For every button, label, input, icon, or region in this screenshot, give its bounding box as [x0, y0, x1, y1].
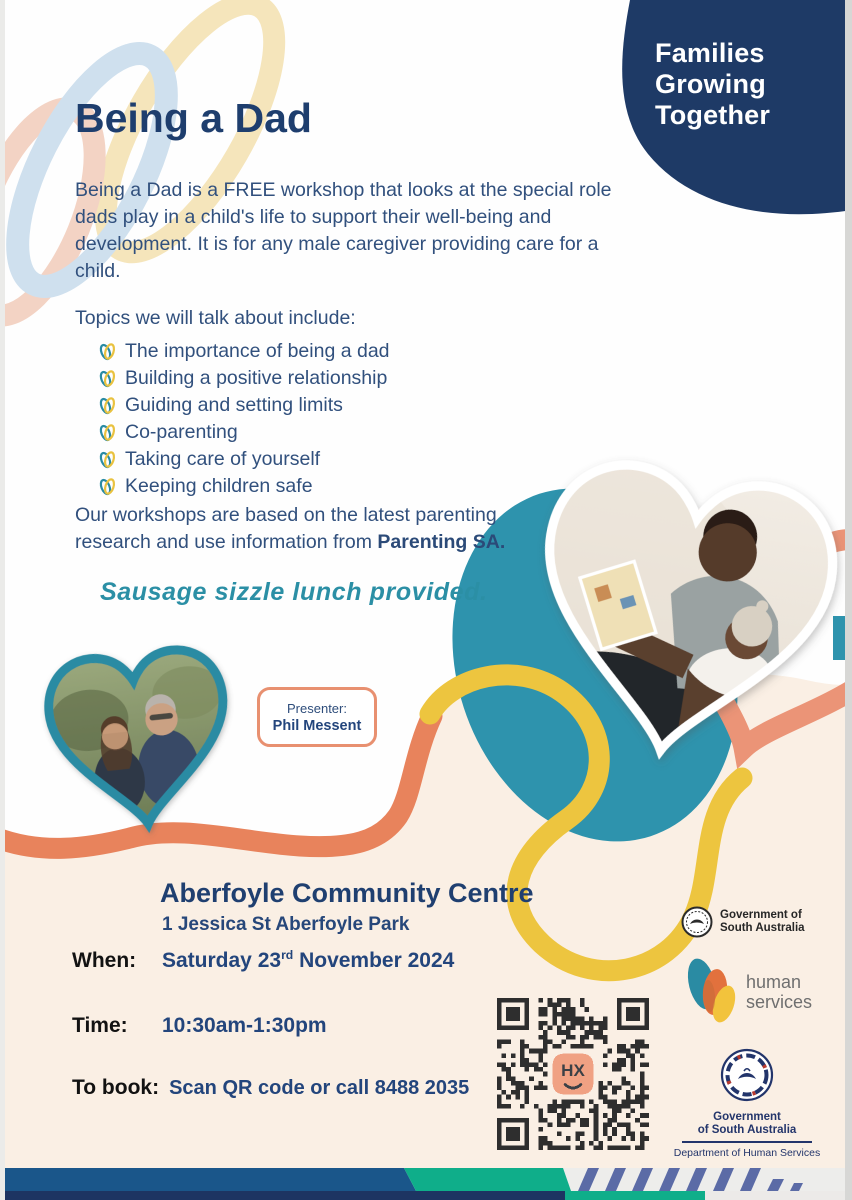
- dept-sa-emblem-icon: [718, 1046, 776, 1106]
- human-services-logo: [682, 946, 812, 1038]
- brand-badge-line: Together: [655, 100, 771, 130]
- loop-bullet-icon: [98, 368, 117, 390]
- topic-text: Co-parenting: [125, 421, 238, 443]
- parenting-sa-bold: Parenting SA.: [377, 531, 506, 553]
- intro-paragraph: Being a Dad is a FREE workshop that looks at the special role dads play in a child's life to support their well-being and development. It is for any male caregiver providing care for a child.: [75, 179, 612, 282]
- lunch-note: Sausage sizzle lunch provided.: [100, 578, 488, 606]
- research-text: Our workshops are based on the latest parenting research and use information from: [75, 504, 497, 553]
- human-services-text-line: human: [746, 972, 802, 992]
- list-item: [98, 419, 390, 446]
- booking-value: Scan QR code or call 8488 2035: [169, 1077, 470, 1099]
- loop-bullet-icon: [98, 341, 117, 363]
- loop-bullet-icon: [98, 422, 117, 444]
- footer-bands: [0, 1168, 852, 1200]
- list-item: [98, 338, 390, 365]
- brand-badge-line: Families: [655, 38, 765, 68]
- research-paragraph: [75, 502, 549, 556]
- list-item: [98, 473, 390, 500]
- topic-text: Keeping children safe: [125, 475, 313, 497]
- brand-badge-line: Growing: [655, 69, 766, 99]
- topics-list: [98, 338, 390, 500]
- time-label: Time:: [72, 1014, 128, 1037]
- dept-divider: [682, 1141, 812, 1143]
- topic-text: Building a positive relationship: [125, 367, 388, 389]
- page-edge-right: [845, 0, 852, 1200]
- booking-qr-code: [497, 998, 649, 1150]
- presenter-label: Presenter:: [287, 700, 347, 716]
- when-row: [72, 948, 454, 973]
- when-label: When:: [72, 949, 137, 972]
- venue-name: Aberfoyle Community Centre: [160, 878, 534, 908]
- time-row: [72, 1014, 327, 1038]
- brand-badge: [655, 38, 770, 131]
- time-value: 10:30am-1:30pm: [162, 1014, 327, 1037]
- loop-bullet-icon: [98, 395, 117, 417]
- page-title: Being a Dad: [75, 95, 312, 141]
- human-services-text-line: services: [746, 992, 813, 1012]
- list-item: [98, 365, 390, 392]
- topic-text: The importance of being a dad: [125, 340, 390, 362]
- gov-sa-crest-icon: [680, 905, 714, 939]
- family-photo-heart: [44, 645, 235, 832]
- presenter-card: [257, 687, 377, 747]
- gov-sa-logo: [680, 905, 805, 939]
- svg-text:HX: HX: [561, 1060, 585, 1080]
- presenter-name: Phil Messent: [272, 717, 362, 734]
- topic-text: Taking care of yourself: [125, 448, 321, 470]
- dept-gov-line: Government: [713, 1111, 781, 1123]
- loop-bullet-icon: [98, 449, 117, 471]
- dept-name-line: Department of Human Services: [673, 1147, 821, 1159]
- topics-heading: Topics we will talk about include:: [75, 307, 356, 329]
- dept-human-services-logo: [668, 1046, 826, 1159]
- loop-bullet-icon: [98, 476, 117, 498]
- human-services-petals-icon: [682, 946, 740, 1038]
- qr-center-logo: [553, 1054, 594, 1095]
- list-item: [98, 446, 390, 473]
- topic-text: Guiding and setting limits: [125, 394, 343, 416]
- booking-row: [72, 1076, 469, 1100]
- venue-address: 1 Jessica St Aberfoyle Park: [162, 914, 410, 935]
- gov-sa-text-line: Government of: [720, 909, 802, 921]
- when-value: Saturday 23rd November 2024: [162, 948, 455, 972]
- dept-gov-line: of South Australia: [697, 1124, 797, 1136]
- booking-label: To book:: [72, 1076, 160, 1099]
- page-edge-left: [0, 0, 5, 1200]
- list-item: [98, 392, 390, 419]
- gov-sa-text-line: South Australia: [720, 922, 805, 934]
